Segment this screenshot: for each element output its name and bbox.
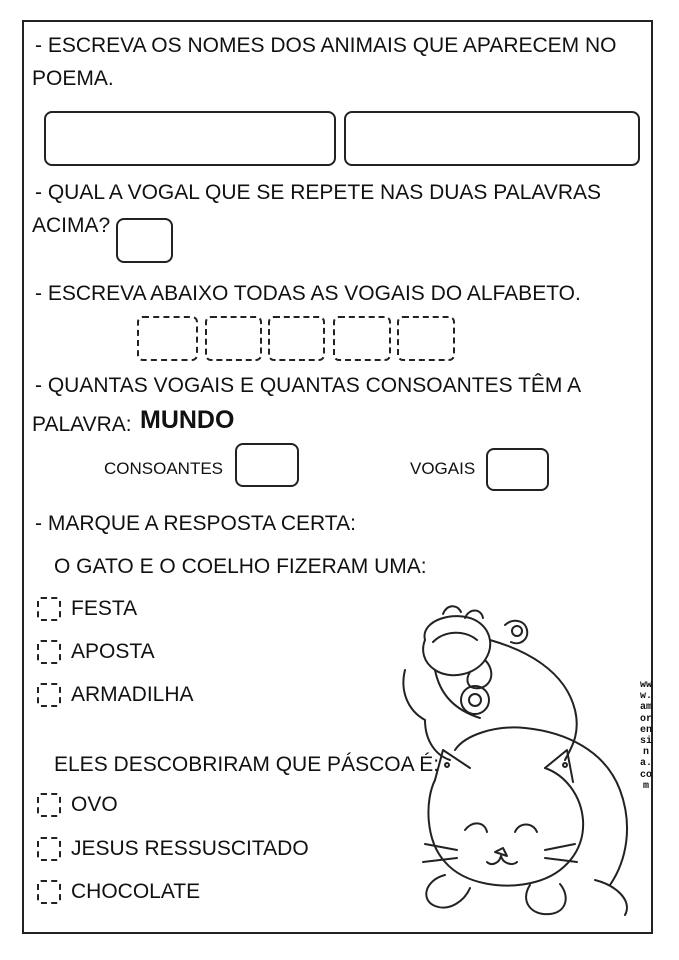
q2-line2: ACIMA? (32, 214, 111, 237)
answer-box-vogais[interactable] (486, 448, 549, 491)
option-ovo: OVO (71, 793, 118, 816)
vowel-box-5[interactable] (397, 316, 455, 361)
q5-question1: O GATO E O COELHO FIZERAM UMA: (54, 555, 427, 578)
answer-box-animal-1[interactable] (44, 111, 336, 166)
option-chocolate: CHOCOLATE (71, 880, 201, 903)
answer-box-consoantes[interactable] (235, 443, 299, 487)
option-festa: FESTA (71, 597, 138, 620)
option-aposta: APOSTA (71, 640, 155, 663)
checkbox-ovo[interactable] (37, 793, 61, 817)
target-word: MUNDO (140, 406, 235, 434)
vowel-box-2[interactable] (205, 316, 262, 361)
q5-question2: ELES DESCOBRIRAM QUE PÁSCOA É: (54, 753, 440, 776)
cat-illustration (395, 600, 640, 925)
consoantes-label: CONSOANTES (104, 459, 224, 478)
vowel-box-4[interactable] (333, 316, 391, 361)
q5-title: - MARQUE A RESPOSTA CERTA: (35, 512, 356, 535)
q3-text: - ESCREVA ABAIXO TODAS AS VOGAIS DO ALFABETO. (35, 282, 581, 305)
q2-line1: - QUAL A VOGAL QUE SE REPETE NAS DUAS PALAVRAS (35, 181, 602, 204)
option-armadilha: ARMADILHA (71, 683, 194, 706)
checkbox-aposta[interactable] (37, 640, 61, 664)
q4-line1: - QUANTAS VOGAIS E QUANTAS CONSOANTES TÊM A (35, 374, 582, 397)
q1-line1: - ESCREVA OS NOMES DOS ANIMAIS QUE APARECEM NO (35, 34, 617, 57)
answer-box-animal-2[interactable] (344, 111, 640, 166)
q4-line2: PALAVRA: (32, 413, 132, 436)
option-jesus-ressuscitado: JESUS RESSUSCITADO (71, 837, 309, 860)
checkbox-armadilha[interactable] (37, 683, 61, 707)
checkbox-festa[interactable] (37, 597, 61, 621)
checkbox-chocolate[interactable] (37, 880, 61, 904)
vowel-box-3[interactable] (268, 316, 325, 361)
q1-line2: POEMA. (32, 67, 114, 90)
answer-box-vowel[interactable] (116, 218, 173, 263)
vogais-label: VOGAIS (410, 459, 476, 478)
checkbox-jesus-ressuscitado[interactable] (37, 837, 61, 861)
watermark-website: www.amorensina.com (640, 680, 653, 792)
vowel-box-1[interactable] (137, 316, 198, 361)
